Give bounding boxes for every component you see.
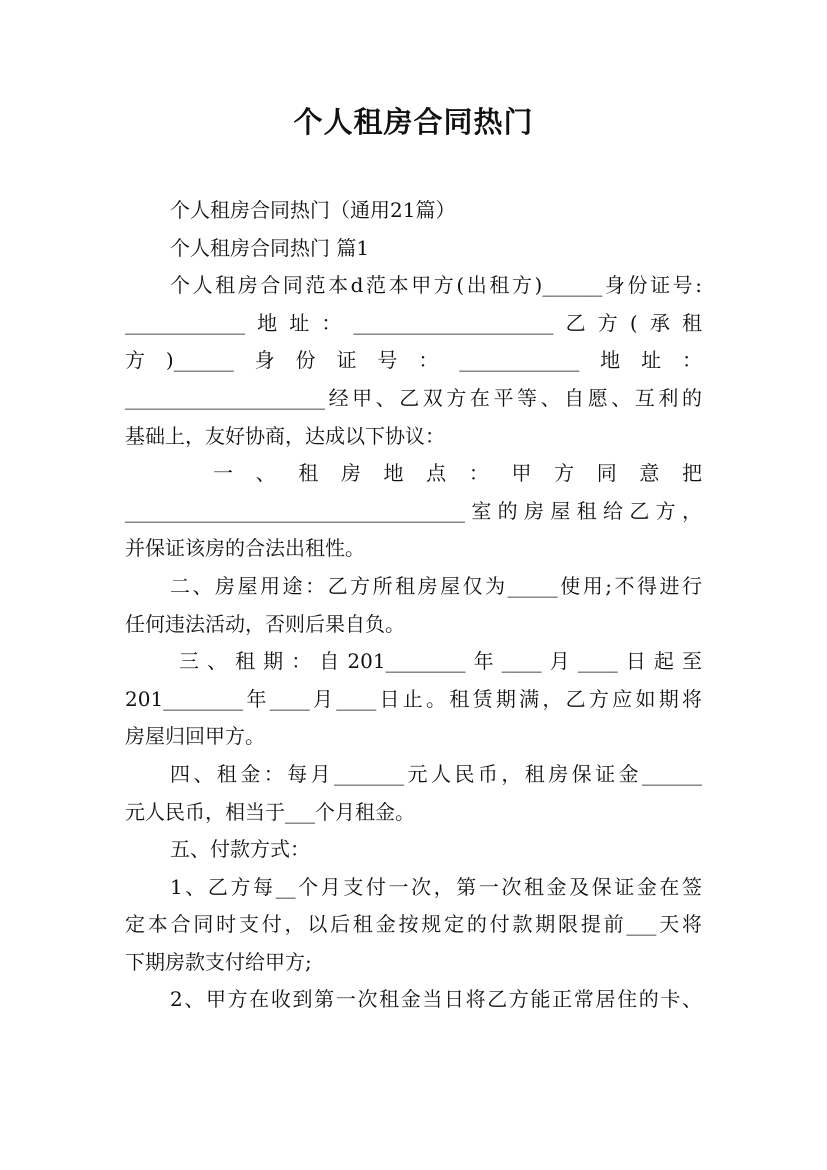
- paragraph-line: 201________年____月____日止。租赁期满，乙方应如期将: [125, 686, 702, 711]
- paragraph-line: 下期房款支付给甲方;: [125, 949, 312, 974]
- paragraph-line: __________________________________室的房屋租给乙方，: [125, 498, 702, 523]
- paragraph-line: 1、乙方每__个月支付一次，第一次租金及保证金在签: [170, 874, 702, 899]
- paragraph-line: 个人租房合同热门（通用21篇）: [170, 198, 456, 222]
- paragraph-line: 三、租期：自201________年____月____日起至: [179, 649, 702, 674]
- paragraph-line: 任何违法活动，否则后果自负。: [125, 611, 405, 636]
- paragraph-line: 一、租房地点：甲方同意把: [213, 461, 702, 486]
- paragraph-line: ____________________经甲、乙双方在平等、自愿、互利的: [125, 385, 702, 410]
- paragraph-line: 四、租金：每月_______元人民币，租房保证金______: [170, 761, 702, 786]
- paragraph-line: 元人民币，相当于___个月租金。: [125, 799, 415, 824]
- paragraph-line: 个人租房合同热门 篇1: [170, 235, 370, 260]
- paragraph-line: 方)______身份证号：____________地址：: [125, 348, 702, 373]
- paragraph-line: 定本合同时支付，以后租金按规定的付款期限提前___天将: [125, 912, 702, 937]
- paragraph-line: 二、房屋用途：乙方所租房屋仅为_____使用;不得进行: [170, 573, 702, 598]
- paragraph-line: 房屋归回甲方。: [125, 724, 265, 749]
- document-body: [125, 192, 702, 1019]
- paragraph-line: 并保证该房的合法出租性。: [125, 536, 365, 561]
- document-title: 个人租房合同热门: [293, 105, 534, 139]
- paragraph-line: 五、付款方式：: [170, 837, 310, 862]
- paragraph-line: 2、甲方在收到第一次租金当日将乙方能正常居住的卡、: [170, 987, 702, 1012]
- paragraph-line: ____________地址：____________________乙方(承租: [125, 310, 702, 335]
- paragraph-line: 个人租房合同范本d范本甲方(出租方)______身份证号:: [170, 273, 702, 298]
- paragraph-line: 基础上，友好协商，达成以下协议：: [125, 423, 445, 448]
